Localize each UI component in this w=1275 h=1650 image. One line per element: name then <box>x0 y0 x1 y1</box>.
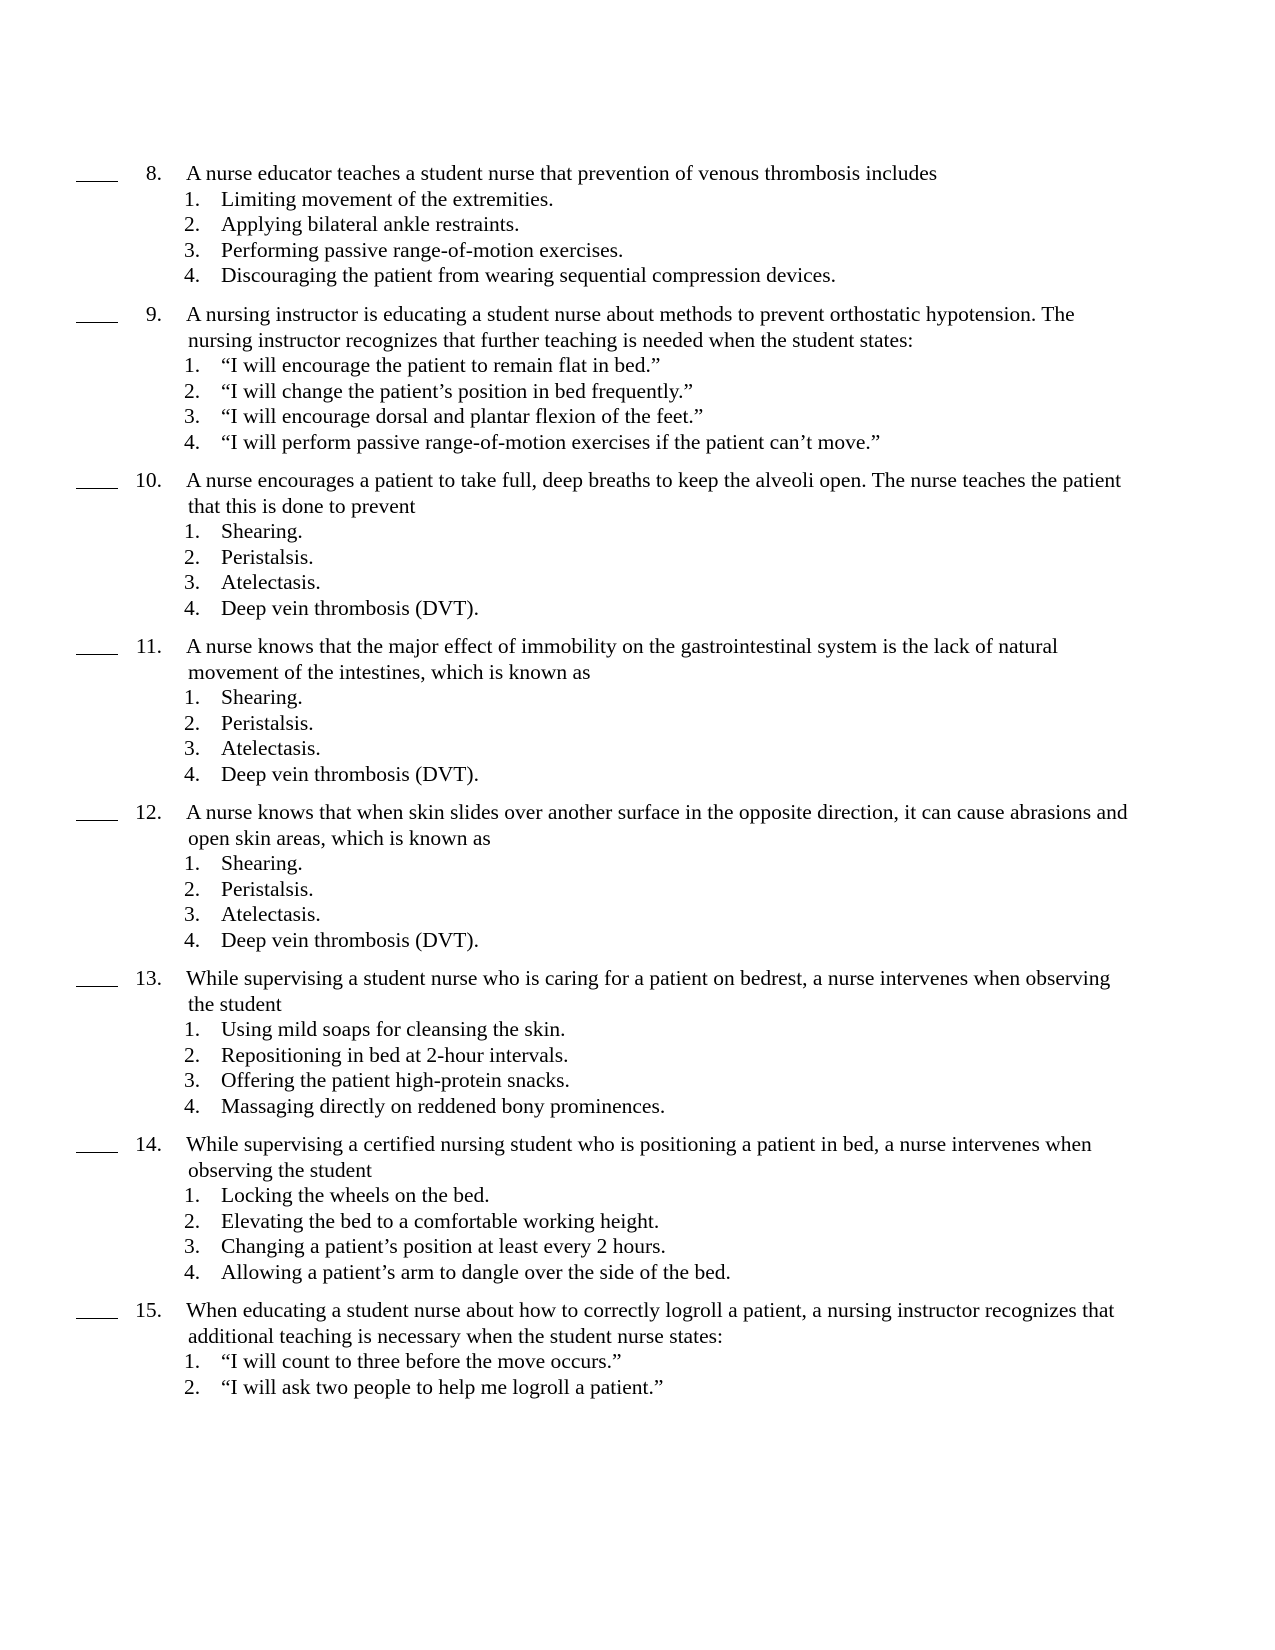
option-text: “I will encourage dorsal and plantar flexion of the feet.” <box>221 404 704 428</box>
option-number: 1. <box>184 353 201 377</box>
option-text: Repositioning in bed at 2-hour intervals. <box>221 1042 569 1067</box>
option-text: Shearing. <box>221 851 303 875</box>
question-stem-line: A nurse encourages a patient to take full, deep breaths to keep the alveoli open. The nurse teaches the patient <box>186 468 1122 492</box>
option-number: 3. <box>184 570 201 594</box>
option-text: “I will ask two people to help me logroll a patient.” <box>221 1374 664 1399</box>
answer-option <box>0 570 1275 596</box>
question-stem-line: A nursing instructor is educating a student nurse about methods to prevent orthostatic hypotension. The <box>186 302 1075 326</box>
option-text: Deep vein thrombosis (DVT). <box>221 927 479 952</box>
option-text: Elevating the bed to a comfortable working height. <box>221 1208 660 1233</box>
option-text: Atelectasis. <box>221 570 321 594</box>
option-text: Applying bilateral ankle restraints. <box>221 212 520 236</box>
option-text: Performing passive range-of-motion exercises. <box>221 237 624 262</box>
question-number: 13. <box>135 966 162 990</box>
answer-option <box>0 379 1275 405</box>
option-number: 3. <box>184 1068 201 1092</box>
option-text: Deep vein thrombosis (DVT). <box>221 761 479 786</box>
answer-options <box>0 1183 1275 1285</box>
option-number: 2. <box>184 876 201 901</box>
answer-option <box>0 596 1275 622</box>
question-stem <box>186 1132 1196 1183</box>
question-stem-line: While supervising a certified nursing student who is positioning a patient in bed, a nurse intervenes when <box>186 1132 1092 1156</box>
question-number: 10. <box>135 468 162 492</box>
answer-options <box>0 851 1275 953</box>
question-stem <box>186 1298 1196 1349</box>
question-stem-line: nursing instructor recognizes that further teaching is needed when the student states: <box>188 327 914 352</box>
option-text: “I will count to three before the move occurs.” <box>221 1349 622 1373</box>
option-number: 1. <box>184 685 201 709</box>
option-text: Allowing a patient’s arm to dangle over the side of the bed. <box>221 1259 731 1284</box>
option-text: Using mild soaps for cleansing the skin. <box>221 1017 566 1041</box>
answer-blank[interactable] <box>76 1152 118 1153</box>
answer-option <box>0 736 1275 762</box>
answer-options <box>0 519 1275 621</box>
option-number: 1. <box>184 1349 201 1373</box>
answer-option <box>0 685 1275 711</box>
option-number: 1. <box>184 851 201 875</box>
option-number: 1. <box>184 186 201 211</box>
answer-options <box>0 353 1275 455</box>
answer-option <box>0 238 1275 264</box>
question-stem <box>186 634 1196 685</box>
option-number: 2. <box>184 1374 201 1399</box>
answer-option <box>0 1349 1275 1375</box>
answer-option <box>0 928 1275 954</box>
option-number: 4. <box>184 595 201 620</box>
option-number: 2. <box>184 544 201 569</box>
answer-option <box>0 902 1275 928</box>
option-text: Atelectasis. <box>221 736 321 760</box>
option-text: Discouraging the patient from wearing sequential compression devices. <box>221 263 836 287</box>
option-text: Changing a patient’s position at least every 2 hours. <box>221 1234 666 1258</box>
option-number: 3. <box>184 237 201 262</box>
option-text: Peristalsis. <box>221 876 314 901</box>
option-number: 2. <box>184 1042 201 1067</box>
option-text: Offering the patient high-protein snacks. <box>221 1068 570 1092</box>
option-number: 1. <box>184 1183 201 1207</box>
answer-option <box>0 851 1275 877</box>
answer-blank[interactable] <box>76 986 118 987</box>
answer-option <box>0 1183 1275 1209</box>
option-number: 4. <box>184 429 201 454</box>
question-stem-line: A nurse educator teaches a student nurse that prevention of venous thrombosis includes <box>186 161 938 185</box>
option-text: Shearing. <box>221 519 303 543</box>
question-stem-line: observing the student <box>188 1157 372 1182</box>
question-number: 11. <box>135 634 162 658</box>
answer-blank[interactable] <box>76 1318 118 1319</box>
option-text: Peristalsis. <box>221 710 314 735</box>
question-stem-line: movement of the intestines, which is known as <box>188 659 591 684</box>
answer-blank[interactable] <box>76 820 118 821</box>
answer-options <box>0 685 1275 787</box>
option-number: 4. <box>184 263 201 287</box>
question-stem <box>186 800 1196 851</box>
answer-option <box>0 263 1275 289</box>
option-number: 1. <box>184 1017 201 1041</box>
question-stem-line: the student <box>188 991 282 1016</box>
option-number: 3. <box>184 1234 201 1258</box>
question-stem <box>186 161 1196 187</box>
question-stem-line: additional teaching is necessary when the student nurse states: <box>188 1323 723 1348</box>
option-number: 4. <box>184 1093 201 1118</box>
question-stem <box>186 966 1196 1017</box>
option-number: 1. <box>184 519 201 543</box>
answer-option <box>0 404 1275 430</box>
answer-options <box>0 1349 1275 1400</box>
question-stem <box>186 302 1196 353</box>
option-text: “I will encourage the patient to remain flat in bed.” <box>221 353 661 377</box>
answer-blank[interactable] <box>76 488 118 489</box>
answer-blank[interactable] <box>76 322 118 323</box>
option-number: 2. <box>184 378 201 403</box>
option-number: 3. <box>184 404 201 428</box>
option-number: 4. <box>184 1259 201 1284</box>
option-text: Deep vein thrombosis (DVT). <box>221 595 479 620</box>
answer-option <box>0 1094 1275 1120</box>
option-text: “I will change the patient’s position in bed frequently.” <box>221 378 694 403</box>
answer-option <box>0 519 1275 545</box>
question-number: 9. <box>145 302 162 326</box>
question-stem-line: When educating a student nurse about how to correctly logroll a patient, a nursing instructor recognizes that <box>186 1298 1115 1322</box>
option-text: “I will perform passive range-of-motion exercises if the patient can’t move.” <box>221 429 881 454</box>
option-text: Atelectasis. <box>221 902 321 926</box>
answer-option <box>0 877 1275 903</box>
answer-option <box>0 430 1275 456</box>
option-number: 3. <box>184 736 201 760</box>
answer-option <box>0 1234 1275 1260</box>
answer-option <box>0 1260 1275 1286</box>
option-text: Massaging directly on reddened bony prominences. <box>221 1093 666 1118</box>
question-stem-line: A nurse knows that the major effect of immobility on the gastrointestinal system is the lack of natural <box>186 634 1058 658</box>
option-text: Locking the wheels on the bed. <box>221 1183 490 1207</box>
answer-option <box>0 711 1275 737</box>
answer-blank[interactable] <box>76 181 118 182</box>
answer-option <box>0 187 1275 213</box>
answer-option <box>0 212 1275 238</box>
option-text: Shearing. <box>221 685 303 709</box>
answer-options <box>0 187 1275 289</box>
answer-option <box>0 1043 1275 1069</box>
option-number: 4. <box>184 761 201 786</box>
answer-options <box>0 1017 1275 1119</box>
question-number: 12. <box>135 800 162 824</box>
option-text: Limiting movement of the extremities. <box>221 186 554 211</box>
question-stem-line: open skin areas, which is known as <box>188 825 491 850</box>
answer-option <box>0 545 1275 571</box>
answer-option <box>0 1017 1275 1043</box>
question-stem <box>186 468 1196 519</box>
answer-option <box>0 1068 1275 1094</box>
answer-option <box>0 1209 1275 1235</box>
option-number: 2. <box>184 212 201 236</box>
question-number: 14. <box>135 1132 162 1156</box>
answer-option <box>0 353 1275 379</box>
question-number: 8. <box>145 161 162 185</box>
question-stem-line: While supervising a student nurse who is caring for a patient on bedrest, a nurse intervenes when observing <box>186 966 1111 990</box>
option-text: Peristalsis. <box>221 544 314 569</box>
option-number: 4. <box>184 927 201 952</box>
option-number: 2. <box>184 1208 201 1233</box>
option-number: 3. <box>184 902 201 926</box>
option-number: 2. <box>184 710 201 735</box>
question-stem-line: A nurse knows that when skin slides over another surface in the opposite direction, it can cause abrasions and <box>186 800 1128 824</box>
question-stem-line: that this is done to prevent <box>188 493 416 518</box>
answer-option <box>0 1375 1275 1401</box>
answer-blank[interactable] <box>76 654 118 655</box>
answer-option <box>0 762 1275 788</box>
question-number: 15. <box>135 1298 162 1322</box>
